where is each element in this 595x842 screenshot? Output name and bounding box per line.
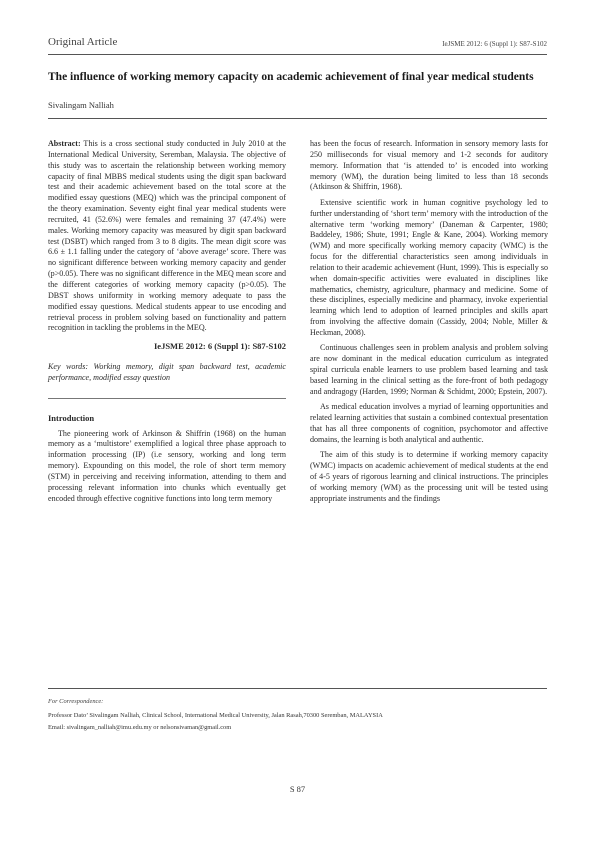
right-column: [310, 139, 548, 509]
keywords: Key words: Working memory, digit span backward test, academic performance, modified essay question: [48, 362, 286, 382]
title-divider: [48, 118, 547, 119]
introduction-paragraph: The pioneering work of Arkinson & Shiffrin (1968) on the human memory as a ‘multistore’ exemplified a logical three phase approach to information processing (IP) (i.e sensory, working and long term memory). Expounding on this model, the role of short term memory (STM) in perceiving and receiving information, attending to them and processing relevant information into chunks which eventually get encoded through effective cognitive functions into long term memory: [48, 428, 286, 503]
section-divider: [48, 398, 286, 399]
abstract: [48, 139, 286, 334]
abstract-label: Abstract:: [48, 139, 81, 148]
article-title: The influence of working memory capacity on academic achievement of final year medical students: [48, 71, 534, 83]
abstract-text: This is a cross sectional study conducted in July 2010 at the International Medical University, Seremban, Malaysia. The objective of this study was to ascertain the relationship between working memory capacity of final MBBS medical students using the digit span backward test and their academic achievement based on the total score at the modified essay questions (MEQ) which was the principal component of the theory examination. Seventy eight final year medical students were recruited, 41 (52.6%) were females and remaining 37 (47.4%) were males. Working memory capacity was measured by digit span backward test (DSBT) which ranged from 3 to 8 digits. The mean digit score was 6.6 ± 1.1 falling under the category of ‘above average’ score. There was no significant difference between working memory capacity and gender (p>0.05). There was no significant difference in the MEQ mean score and the different categories of working memory capacity (p>0.05). The DBST shows uniformity in working memory adequate to pass the modified essay questions. Medical students appear to use encoding and retrieval process in problem solving based on functionality and pattern recognition in tackling the problems in the MEQ.: [48, 139, 286, 333]
correspondence-label: For Correspondence:: [48, 698, 104, 705]
author-name: Sivalingam Nalliah: [48, 100, 114, 110]
footer-divider: [48, 688, 547, 689]
header-divider: [48, 54, 547, 55]
correspondence-email: Email: sivalingam_nalliah@imu.edu.my or nelsonsivaman@gmail.com: [48, 724, 232, 731]
body-paragraph-1: has been the focus of research. Information in sensory memory lasts for 250 milliseconds for visual memory and 1-2 seconds for auditory memory. Information that ‘is attended to’ is encoded into working memory (WM), the duration being limited to less than 18 seconds (Atkinson & Shiffrin, 1968).: [310, 139, 548, 192]
page-number: S 87: [289, 784, 306, 794]
body-paragraph-4: As medical education involves a myriad of learning opportunities and related learning activities that sustain a combined contextual presentation that has all three components of cognition, psychomotor and affective domains, the learning is both analytical and authentic.: [310, 402, 548, 444]
body-paragraph-3: Continuous challenges seen in problem analysis and problem solving are now dominant in the medical education curriculum as integrated spiral curricula enable learners to use problem based learning and task based learning in the clinical setting as the fore-front of both pedagogy and andragogy (Harden, 1999; Norman & Schidmt, 2000; Epstein, 2007).: [310, 343, 548, 396]
journal-reference: IeJSME 2012: 6 (Suppl 1): S87-S102: [442, 40, 547, 48]
correspondence-address: Professor Dato’ Sivalingam Nalliah, Clinical School, International Medical University, Jalan Rasah,70300 Seremban, MALAYSIA: [48, 712, 383, 719]
body-paragraph-5: The aim of this study is to determine if working memory capacity (WMC) impacts on academic achievement of medical students at the end of 4-5 years of rigorous learning and clinical instructions. The principles of working memory (WM) as the processing unit will be tested using appropriate instruments and the findings: [310, 450, 548, 503]
introduction-heading: Introduction: [48, 412, 95, 423]
body-paragraph-2: Extensive scientific work in human cognitive psychology led to further understanding of ‘short term’ memory with the introduction of the alternative term ‘working memory’ (Daneman & Carpenter, 1980; Baddeley, 1986; Shute, 1991; Engle & Kane, 2004). Working memory (WM) and more specifically working memory capacity (WMC) is the focus for the differential characteristics seen among individuals in relation to their academic achievement (Hunt, 1999). This is especially so when domain-specific activities were evaluated in disciplines like mathematics, chemistry, agriculture, pharmacy and medicine. Some of these disciplines, especially medicine and pharmacy, invoke experiential learning which lend to adoption of learned principles and skills apart from involving the affective domain (Cassidy, 2004; Noble, Miller & Heckman, 2008).: [310, 197, 548, 337]
left-column: [48, 139, 286, 504]
abstract-citation: IeJSME 2012: 6 (Suppl 1): S87-S102: [153, 341, 286, 352]
article-type-label: Original Article: [48, 36, 118, 48]
